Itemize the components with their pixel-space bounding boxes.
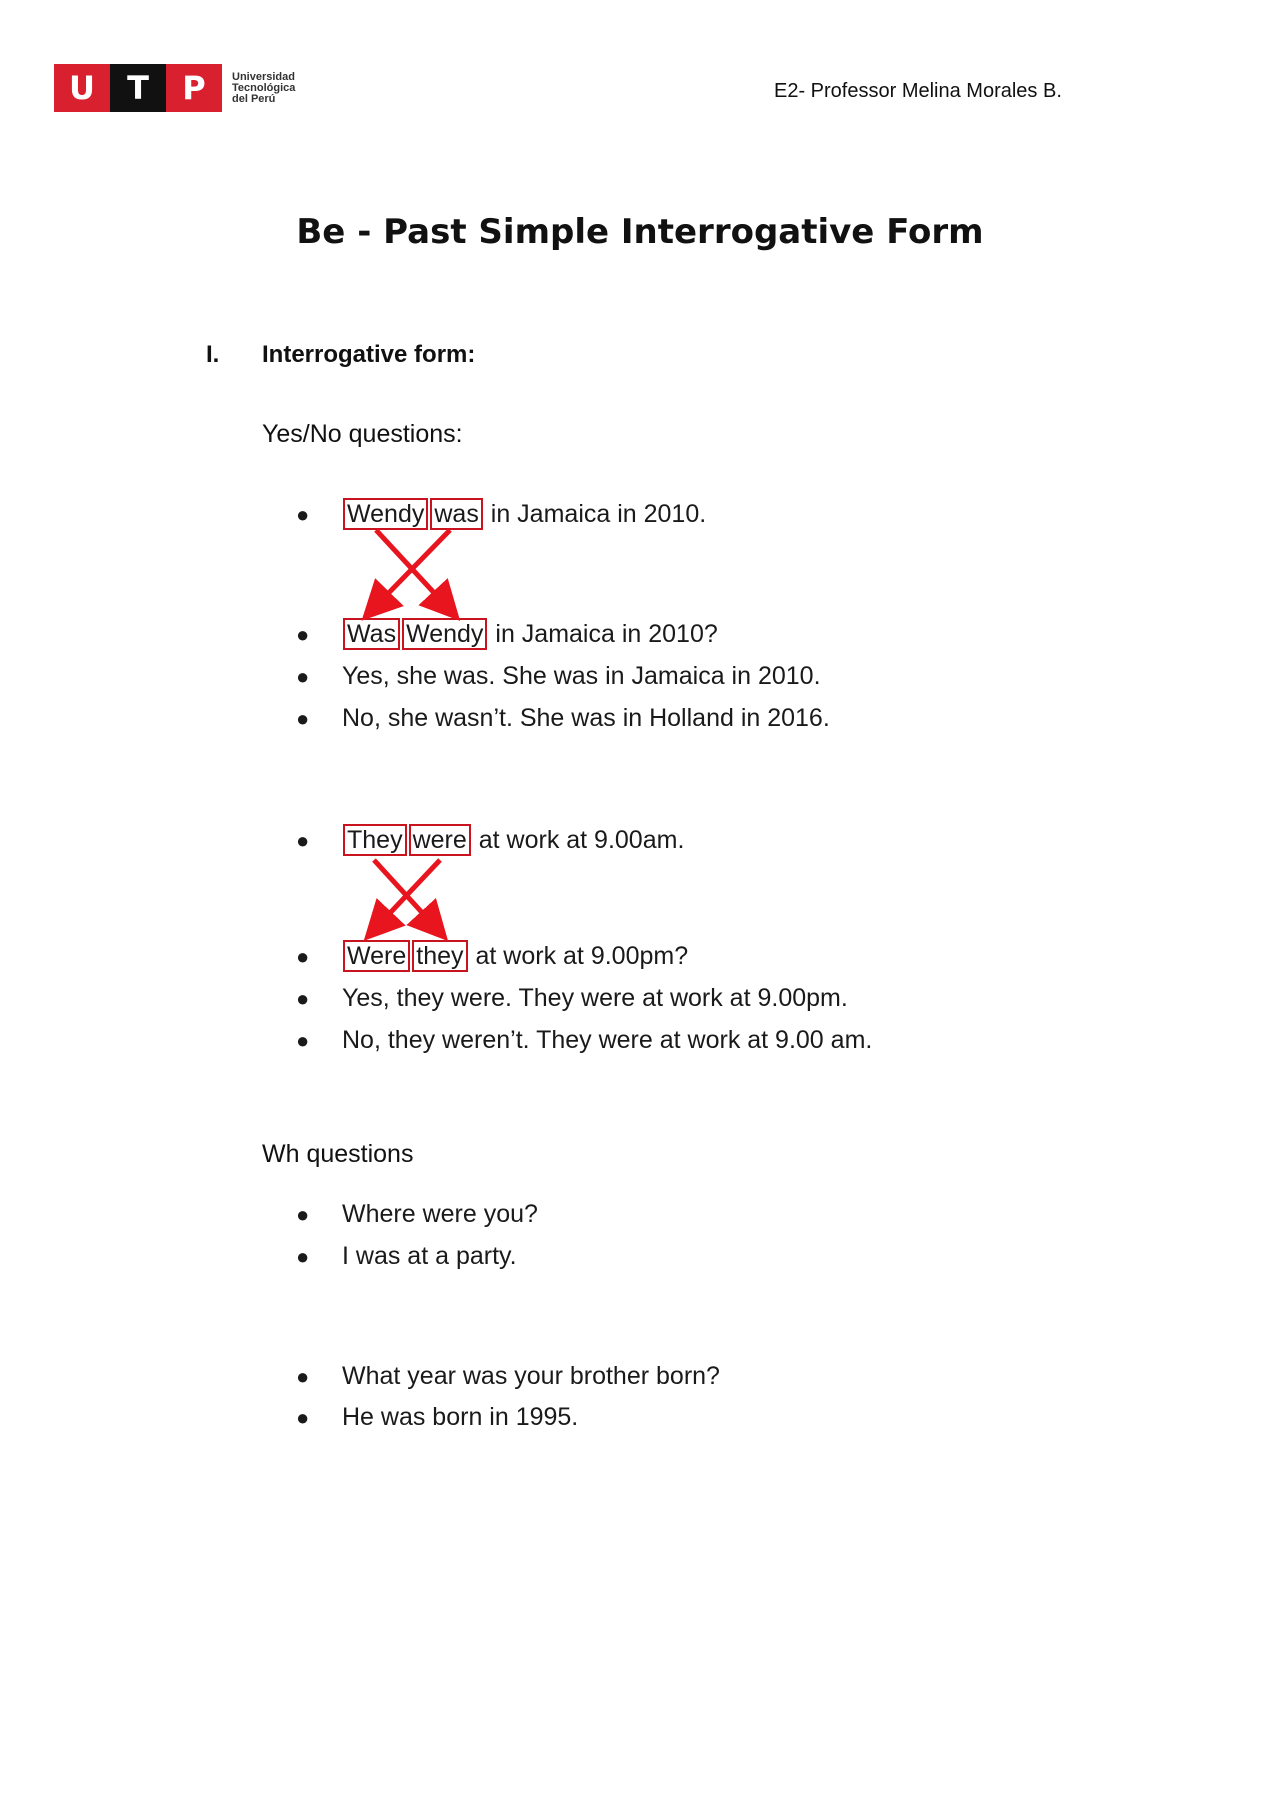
boxed-word: they <box>412 940 467 972</box>
bullet-icon: ● <box>296 944 310 969</box>
header-professor: E2- Professor Melina Morales B. <box>774 80 1062 102</box>
logo-line-3: del Perú <box>232 92 276 105</box>
bullet-icon: ● <box>296 706 310 731</box>
bullet-icon: ● <box>296 828 310 853</box>
page-title: Be - Past Simple Interrogative Form <box>296 212 984 252</box>
answer-text: No, they weren’t. They were at work at 9.00 am. <box>342 1026 873 1054</box>
answer-text: Yes, she was. She was in Jamaica in 2010. <box>342 662 821 690</box>
bullet-icon: ● <box>296 622 310 647</box>
boxed-word: Wendy <box>402 618 487 650</box>
logo-letter-u: U <box>54 64 110 112</box>
bullet-icon: ● <box>296 1244 310 1269</box>
bullet-icon: ● <box>296 1364 310 1389</box>
bullet-icon: ● <box>296 502 310 527</box>
answer-text: No, she wasn’t. She was in Holland in 2016. <box>342 704 830 732</box>
sentence-rest: in Jamaica in 2010? <box>495 620 718 648</box>
bullet-icon: ● <box>296 1028 310 1053</box>
wh-heading: Wh questions <box>262 1140 414 1168</box>
wh-text: What year was your brother born? <box>342 1362 720 1390</box>
wh-text: He was born in 1995. <box>342 1403 579 1431</box>
wh-text: Where were you? <box>342 1200 538 1228</box>
boxed-word: were <box>409 824 471 856</box>
boxed-word: Was <box>343 618 400 650</box>
boxed-word: Were <box>343 940 410 972</box>
bullet-icon: ● <box>296 1202 310 1227</box>
boxed-word: was <box>430 498 482 530</box>
wh-text: I was at a party. <box>342 1242 517 1270</box>
yes-no-heading: Yes/No questions: <box>262 420 463 448</box>
bullet-icon: ● <box>296 1405 310 1430</box>
logo-letter-p: P <box>166 64 222 112</box>
sentence-rest: in Jamaica in 2010. <box>490 500 707 528</box>
logo-line-2: Tecnológica <box>232 81 296 94</box>
swap-arrows-example-1 <box>372 530 450 610</box>
logo-line-1: Universidad <box>232 70 295 83</box>
section-label: Interrogative form: <box>262 341 476 368</box>
sentence-rest: at work at 9.00am. <box>478 826 685 854</box>
bullet-icon: ● <box>296 664 310 689</box>
section-number: I. <box>206 341 220 368</box>
sentence-rest: at work at 9.00pm? <box>475 942 689 970</box>
boxed-word: Wendy <box>343 498 428 530</box>
answer-text: Yes, they were. They were at work at 9.00pm. <box>342 984 848 1012</box>
swap-arrows-example-2 <box>374 860 440 930</box>
bullet-icon: ● <box>296 986 310 1011</box>
logo-letter-t: T <box>110 64 166 112</box>
boxed-word: They <box>343 824 407 856</box>
